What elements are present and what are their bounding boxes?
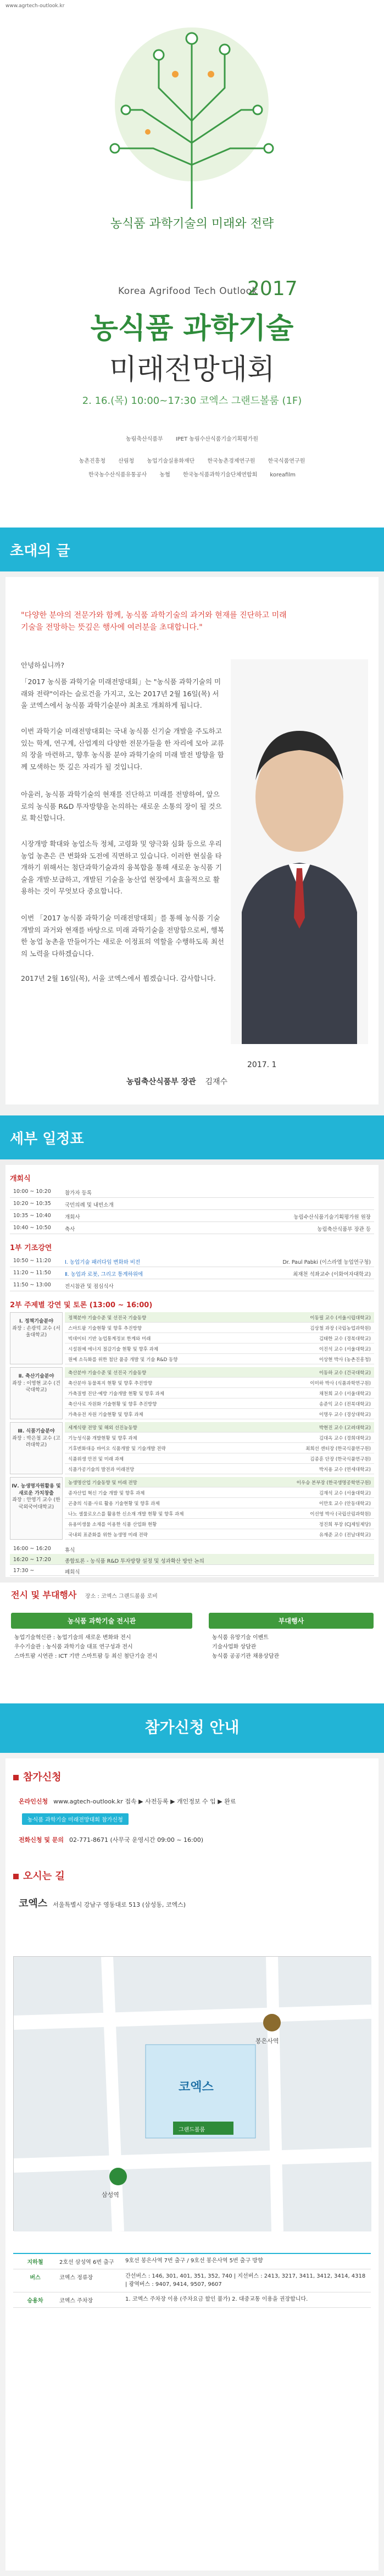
program-row: 농생명산업 기술동향 및 미래 전망 이우승 본부장 (한국생명공학연구원) (65, 1477, 374, 1487)
organizer-4: 산림청 (118, 458, 135, 464)
table-row: 버스 코엑스 정류장 간선버스 : 146, 301, 401, 351, 352, 740 | 지선버스 : 2413, 3217, 3411, 3412, 3414, 4318 | 광역버스 : 9407, 9414, 9507, 9607 (13, 2269, 371, 2292)
intro-body (0, 571, 384, 1115)
program-row: 시설원예 에너지 절감기술 현황 및 향후 과제 이진석 교수 (서울대학교) (65, 1343, 374, 1354)
phone-registration: 전화신청 및 문의 02-771-8671 (사무국 운영시간 09:00 ~ 16:00) (19, 1836, 204, 1844)
schedule-header (0, 1115, 384, 1159)
hero-english-title: Korea Agrifood Tech Outlook (118, 286, 258, 297)
intro-paragraph-6: 2017년 2월 16일(목), 서울 코엑스에서 뵙겠습니다. 감사합니다. (21, 974, 216, 982)
schedule-row: 10:35 ~ 10:40 개회사 농림수산식품기술기획평가원 원장 (10, 1210, 374, 1222)
organizer-5: 농업기술실용화재단 (147, 458, 195, 464)
program-row: 원예 소득화를 위한 첨단 품종 개발 및 기술 R&D 동향 이상현 박사 (농촌진흥청) (65, 1354, 374, 1364)
registration-title: 참가신청 (13, 1769, 62, 1784)
participation-heading: 참가신청 안내 (144, 1718, 240, 1736)
program-row: 가축질병 진단·예방 기술개발 현황 및 향후 과제 채천희 교수 (서울대학교) (65, 1388, 374, 1398)
table-row: 지하철 2호선 삼성역 6번 출구 9호선 봉은사역 7번 출구 / 9호선 봉은사역 5번 출구 방향 (13, 2254, 371, 2269)
intro-quote: "다양한 분야의 전문가와 함께, 농식품 과학기술의 과거와 현재를 진단하고 미래 기술을 전망하는 뜻깊은 행사에 여러분을 초대합니다." (21, 611, 287, 632)
register-button-row (19, 1813, 129, 1825)
session-box: Ⅳ. 농생명자원활용 및 새로운 가치창출 좌장 : 안영기 교수 (한국외국어대학교) (10, 1477, 63, 1540)
exhibition-item: 기술사업화 상담관 (212, 1644, 257, 1650)
organizer-row-2 (0, 456, 384, 464)
venue-map[interactable] (13, 1956, 371, 2231)
circuit-tree-graphic (93, 22, 291, 220)
schedule-row: 16:00 ~ 16:20 휴식 (10, 1543, 374, 1555)
exhibition-note: 장소 : 코엑스 그랜드볼룸 로비 (85, 1594, 158, 1600)
online-registration: 온라인신청 www.agtech-outlook.kr 접속 ▶ 사전등록 ▶ 개인정보 수 입 ▶ 완료 (19, 1798, 236, 1805)
organizer-3: 농촌진흥청 (79, 458, 106, 464)
parallel-label: 2부 주제별 강연 및 토론 (13:00 ~ 16:00) (10, 1301, 153, 1309)
program-row: 식품위생 안전 및 미래 과제 김종훈 단장 (한국식품연구원) (65, 1453, 374, 1464)
intro-paragraph-1: 「2017 농식품 과학기술 미래전망대회」는 "농식품 과학기술의 미래와 전략"이라는 슬로건을 가지고, 오는 2017년 2월 16일(목) 서울 코엑스에서 농식품 과학기술분야 최초로 개최하게 됩니다. (21, 678, 221, 709)
minister-portrait (231, 659, 368, 1044)
schedule-card (5, 1165, 379, 1577)
program-row: 곤충의 식품·사료 활용 기술현황 및 향후 과제 이만호 교수 (안동대학교) (65, 1498, 374, 1508)
venue-line: 코엑스 서울특별시 강남구 영동대로 513 (삼성동, 코엑스) (19, 1898, 186, 1909)
exhibition-left-head: 농식품 과학기술 전시관 (11, 1613, 192, 1629)
register-button[interactable]: 농식품 과학기술 미래전망대회 참가신청 (22, 1813, 129, 1825)
program-row: 국내외 표준화를 위한 농생명 미래 전략 유재준 교수 (전남대학교) (65, 1529, 374, 1540)
map-label-samsung-station: 삼성역 (102, 2191, 119, 2199)
hero-section (0, 0, 384, 528)
bullet-icon (13, 1874, 19, 1879)
opening-label: 개회식 (10, 1175, 31, 1183)
exhibition-item: 우수기술관 : 농식품 과학기술 대표 연구성과 전시 (14, 1644, 133, 1650)
session-box: Ⅲ. 식품기술분야 좌장 : 박은철 교수 (고려대학교) (10, 1422, 63, 1474)
program-row: 축산사료 자원화 기술현황 및 향후 추진방향 송준익 교수 (전북대학교) (65, 1398, 374, 1409)
map-label-grandballroom: 그랜드볼룸 (179, 2127, 205, 2133)
bullet-icon (13, 1775, 19, 1780)
organizer-1: 농림축산식품부 (126, 436, 163, 442)
participation-header (0, 1703, 384, 1753)
exhibition-title: 전시 및 부대행사 장소 : 코엑스 그랜드볼룸 로비 (11, 1590, 158, 1600)
organizer-8: 한국농수산식품유통공사 (88, 472, 147, 478)
program-row: 축산분야 기술수준 및 선진국 기술동향 이동하 교수 (건국대학교) (65, 1367, 374, 1378)
map-label-bongeunsa-station: 봉은사역 (255, 2038, 279, 2045)
schedule-row: 11:50 ~ 13:00 전시참관 및 점심식사 (10, 1279, 374, 1291)
directions-table (13, 2253, 371, 2308)
schedule-row: 17:30 ~ 폐회식 (10, 1565, 374, 1576)
program-row: 스마트팜 기술현황 및 향후 추진방향 김상철 과장 (국립농업과학원) (65, 1323, 374, 1333)
participation-card (5, 1758, 379, 2571)
table-row: 승용차 코엑스 주차장 1. 코엑스 주차장 이용 (주차요금 할인 불가) 2. 대중교통 이용을 권장합니다. (13, 2292, 371, 2308)
schedule-body (0, 1159, 384, 1583)
exhibition-left (11, 1613, 192, 1690)
signer-name: 김재수 (205, 1078, 228, 1086)
organizer-row-1 (0, 434, 384, 442)
directions-title: 오시는 길 (13, 1868, 65, 1883)
exhibition-item: 농식품 공공기관 채용상담관 (212, 1653, 280, 1659)
intro-card (5, 577, 379, 1104)
intro-paragraph-2: 이번 과학기술 미래전망대회는 국내 농식품 신기술 개발을 주도하고 있는 학계, 연구계, 산업계의 다양한 전문가들을 한 자리에 모아 교류의 장을 마련하고, 향후 농식품 분야 과학기술의 미래 발전 방향을 함께 모색하는 뜻 깊은 자리가 될 것입니다. (21, 727, 224, 771)
schedule-row: 11:20 ~ 11:50 Ⅱ. 농업과 로봇, 그리고 통계하위에 최재천 석좌교수 (이화여자대학교) (10, 1267, 374, 1279)
program-row: 기후변화대응 바이오 식품개발 및 기술개발 전략 최희선 센터장 (한국식품연구원) (65, 1443, 374, 1453)
participation-body (0, 1753, 384, 2576)
map-label-coex: 코엑스 (179, 2080, 214, 2094)
intro-heading: 초대의 글 (10, 543, 70, 559)
hero-year: 2017 (247, 277, 298, 300)
organizer-10: 한국농식품과학기술단체연합회 (182, 472, 258, 478)
hero-date: 2. 16.(목) 10:00~17:30 코엑스 그랜드볼룸 (1F) (82, 395, 302, 407)
schedule-heading: 세부 일정표 (10, 1131, 84, 1147)
hero-sub-title: 미래전망대회 (109, 353, 275, 386)
schedule-row: 16:20 ~ 17:20 종합토론 - 농식품 R&D 투자방향 설정 및 성과확산 방안 논의 (10, 1554, 374, 1565)
hero-tagline: 농식품 과학기술의 미래와 전략 (110, 217, 274, 231)
schedule-row: 10:40 ~ 10:50 축사 농림축산식품부 장관 등 (10, 1222, 374, 1234)
program-row: 세계식량 전망 및 해외 선진농동향 박현진 교수 (고려대학교) (65, 1422, 374, 1433)
program-row: 정책분야 기술수준 및 선진국 기술동향 이동필 교수 (서울시립대학교) (65, 1312, 374, 1323)
organizer-6: 한국농촌경제연구원 (207, 458, 255, 464)
program-row: 종자산업 혁신 기술 개발 및 향후 과제 김재석 교수 (서울대학교) (65, 1487, 374, 1498)
organizer-9: 농협 (159, 472, 170, 478)
schedule-row: 10:20 ~ 10:35 국민의례 및 내빈소개 (10, 1198, 374, 1210)
sign-date: 2017. 1 (247, 1061, 277, 1069)
intro-paragraph-5: 이번 「2017 농식품 과학기술 미래전망대회」를 통해 농식품 기술개발의 과거와 현재를 바탕으로 미래 과학기술을 전망함으로써, 행복한 농업 농촌을 만들어가는 새로운 이정표의 역할을 수행하도록 최선의 노력을 다하겠습니다. (21, 914, 224, 958)
session-box: Ⅰ. 정책기술분야 좌장 : 손광덕 교수 (서울대학교) (10, 1312, 63, 1364)
exhibition-item: 농식품 유망기술 이벤트 (212, 1635, 269, 1641)
program-row: 기능성식품 개발현황 및 향후 과제 김대옥 교수 (경희대학교) (65, 1433, 374, 1443)
organizer-7: 한국식품연구원 (268, 458, 305, 464)
schedule-row: 10:50 ~ 11:20 Ⅰ. 농업기술 패러다임 변화와 비전 Dr. Paul Pabki (이스라엘 농업연구청) (10, 1255, 374, 1267)
program-row: 나노 셀룰로오스를 활용한 신소재 개발 현황 및 향후 과제 이선영 박사 (국립산림과학원) (65, 1508, 374, 1519)
keynote-label: 1부 기조강연 (10, 1244, 52, 1252)
exhibition-right-head: 부대행사 (209, 1613, 374, 1629)
schedule-row: 10:00 ~ 10:20 참가자 등록 (10, 1186, 374, 1198)
signer-title: 농림축산식품부 장관 (126, 1078, 196, 1086)
session-box: Ⅱ. 축산기술분야 좌장 : 이영현 교수 (건국대학교) (10, 1367, 63, 1419)
hero-main-title: 농식품 과학기술 (90, 312, 294, 345)
intro-paragraph-4: 시장개방 확대와 농업소득 정체, 고령화 및 양극화 심화 등으로 우리 농업 농촌은 큰 변화와 도전에 직면하고 있습니다. 이러한 현실을 타개하기 위해서는 첨단과학기술과의 융복합을 통해 새로운 농식품 기술을 개발·보급하고, 개발된 기술을 농산업 현장에서 효율적으로 활용하는 것이 무엇보다 중요합니다. (21, 840, 222, 895)
signature (126, 1076, 227, 1087)
program-row: 유용미생물 소재를 이용한 식품 산업화 현황 정진희 부장 (CJ제일제당) (65, 1519, 374, 1529)
exhibition-item: 스마트팜 시연관 : ICT 기반 스마트팜 등 최신 첨단기술 전시 (14, 1653, 158, 1659)
program-row: 축산분야 동물복지 현황 및 향후 추진방향 이미하 박사 (식품과학연구원) (65, 1378, 374, 1388)
exhibition-section (0, 1583, 384, 1703)
intro-paragraph-3: 아울러, 농식품 과학기술의 현재를 진단하고 미래를 전망하여, 앞으로의 농식품 R&D 투자방향을 논의하는 새로운 소통의 장이 될 것으로 확신합니다. (21, 790, 222, 822)
exhibition-item: 농업기술혁신관 : 농업기술의 새로운 변화와 전시 (14, 1635, 131, 1641)
organizer-11: koreafilm (270, 472, 296, 478)
intro-greeting: 안녕하십니까? (21, 661, 65, 669)
intro-header (0, 528, 384, 571)
organizer-row-3 (0, 470, 384, 478)
exhibition-right (209, 1613, 374, 1690)
organizer-2: IPET 농림수산식품기술기획평가원 (175, 436, 258, 442)
program-row: 빅데이터 기반 농업통계정보 한계와 미래 김태한 교수 (경북대학교) (65, 1333, 374, 1343)
program-row: 가축유전 자원 기술현황 및 향후 과제 이명우 교수 (경상대학교) (65, 1409, 374, 1419)
program-row: 식품가공기술의 발전과 미래전망 박지용 교수 (연세대학교) (65, 1464, 374, 1474)
site-url[interactable]: www.agrtech-outlook.kr (5, 3, 65, 9)
